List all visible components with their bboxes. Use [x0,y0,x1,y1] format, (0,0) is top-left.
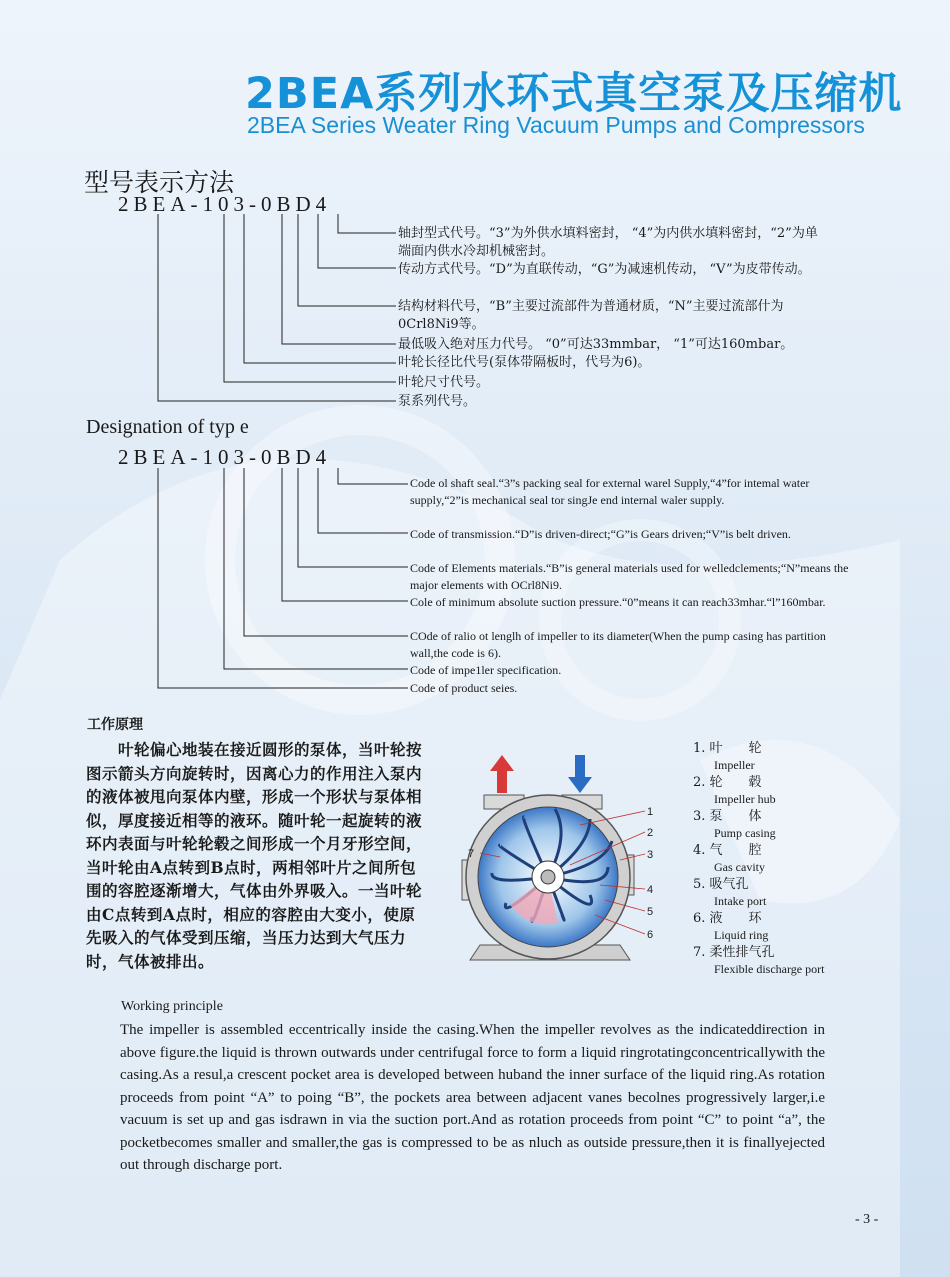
en-item-material: Code of Elements materials.“B”is general materials used for welledclements;“N”means the major elements with OCrl8Ni9. [410,561,849,592]
suction-arrow-icon [568,755,592,793]
en-item-series: Code of product seies. [410,681,518,695]
parts-list-item: 2. 轮 毂 Impeller hub [693,775,776,806]
page-title-cn: 2BEA系列水环式真空泵及压缩机 [245,69,903,119]
figure-label-6: 6 [647,929,654,941]
figure-label-1: 1 [647,806,654,818]
cn-item-transmission: 传动方式代号。“D”为直联传动，“G”为减速机传动， “V”为皮带传动。 [398,262,811,277]
model-code-cn: 2BEA-103-0BD4 [118,192,332,216]
en-item-pressure: Cole of minimum absolute suction pressure.“0”means it can reach33mhar.“l”160mbar. [410,595,826,609]
en-item-impeller-spec: Code of impe1ler specification. [410,663,562,677]
discharge-arrow-icon [490,755,514,793]
parts-list-item: 7. 柔性排气孔 Flexible discharge port [693,945,825,976]
page-number: - 3 - [855,1212,879,1227]
figure-label-3: 3 [647,849,654,861]
en-item-ratio: COde of ralio ot lenglh of impeller to its diameter(When the pump casing has partition wall,the code is 6). [410,629,826,660]
figure-label-4: 4 [647,884,654,896]
figure-label-2: 2 [647,827,654,839]
parts-list [693,740,824,978]
cn-item-ratio: 叶轮长径比代号(泵体带隔板时，代号为6)。 [398,355,651,370]
parts-list-item: 5. 吸气孔 Intake port [693,877,767,908]
en-item-shaft-seal: Code ol shaft seal.“3”s packing seal for external warel Supply,“4”for intemal water supply,“2”is mechanical seal tor singJe end internal waler supply. [410,476,810,507]
parts-list-item: 3. 泵 体 Pump casing [693,809,776,840]
cn-item-material: 结构材料代号，“B”主要过流部件为普通材质，“N”主要过流部什为0Crl8Ni9等。 [398,299,784,332]
parts-list-item: 1. 叶 轮 Impeller [693,741,762,772]
parts-list-item: 4. 气 腔 Gas cavity [693,843,765,874]
working-principle-heading-en: Working principle [121,999,223,1014]
working-principle-heading-cn: 工作原理 [87,717,143,733]
model-code-en: 2BEA-103-0BD4 [118,445,332,469]
parts-list-item: 6. 液 环 Liquid ring [693,911,769,942]
figure-label-5: 5 [647,906,654,918]
figure-label-7: 7 [468,848,475,860]
working-principle-text-cn: 叶轮偏心地装在接近圆形的泵体，当叶轮按图示箭头方向旋转时，因离心力的作用注入泵内的液体被甩向泵体内壁，形成一个形状与泵体相似，厚度接近相等的液环。随叶轮一起旋转的液环内表面与叶轮轮毂之间形成一个月牙形空间，当叶轮由A点转到B点时，两相邻叶片之间所包围的容腔逐渐增大，气体由外界吸入。一当叶轮由C点转到A点时，相应的容腔由大变小，使原先吸入的气体受到压缩，当压力达到大气压力时，气体被排出。 [86,740,423,971]
cn-item-impeller-size: 叶轮尺寸代号。 [398,375,490,390]
cn-item-series: 泵系列代号。 [398,394,477,409]
cn-item-pressure: 最低吸入绝对压力代号。 “0”可达33mmbar， “1”可达160mbar。 [398,337,794,352]
en-item-transmission: Code of transmission.“D”is driven-direct;“G”is Gears driven;“V”is belt driven. [410,527,791,541]
pump-cross-section-figure [440,745,680,985]
working-principle-text-en: The impeller is assembled eccentrically inside the casing.When the impeller revolves as the indicateddirection in above figure.the liquid is thrown outwards under centrifugal force to form a liquid ringrotatingconcentricallywith the casing.As a resul,a crescent pocket area is developed between huband the inner surface of the liquid ring.As rotation proceeds from point “A” to poing “B”, the pockets area between adjacent vanes becolnes progressively larger,i.e vacuum is set up and gas isdrawn in via the suction port.And as rotation proceeds from point “C” to point “a”, the pocketbecomes smaller and smaller,the gas is compressed to be as nluch as outside pressure,then it is finallyejected out through discharge port. [120,1022,825,1173]
cn-item-shaft-seal: 轴封型式代号。“3”为外供水填料密封， “4”为内供水填料密封，“2”为单端面内供水冷却机械密封。 [398,226,818,259]
page-title-en: 2BEA Series Weater Ring Vacuum Pumps and Compressors [247,112,865,138]
designation-heading-en: Designation of typ e [86,416,249,438]
designation-heading-cn: 型号表示方法 [84,168,235,197]
